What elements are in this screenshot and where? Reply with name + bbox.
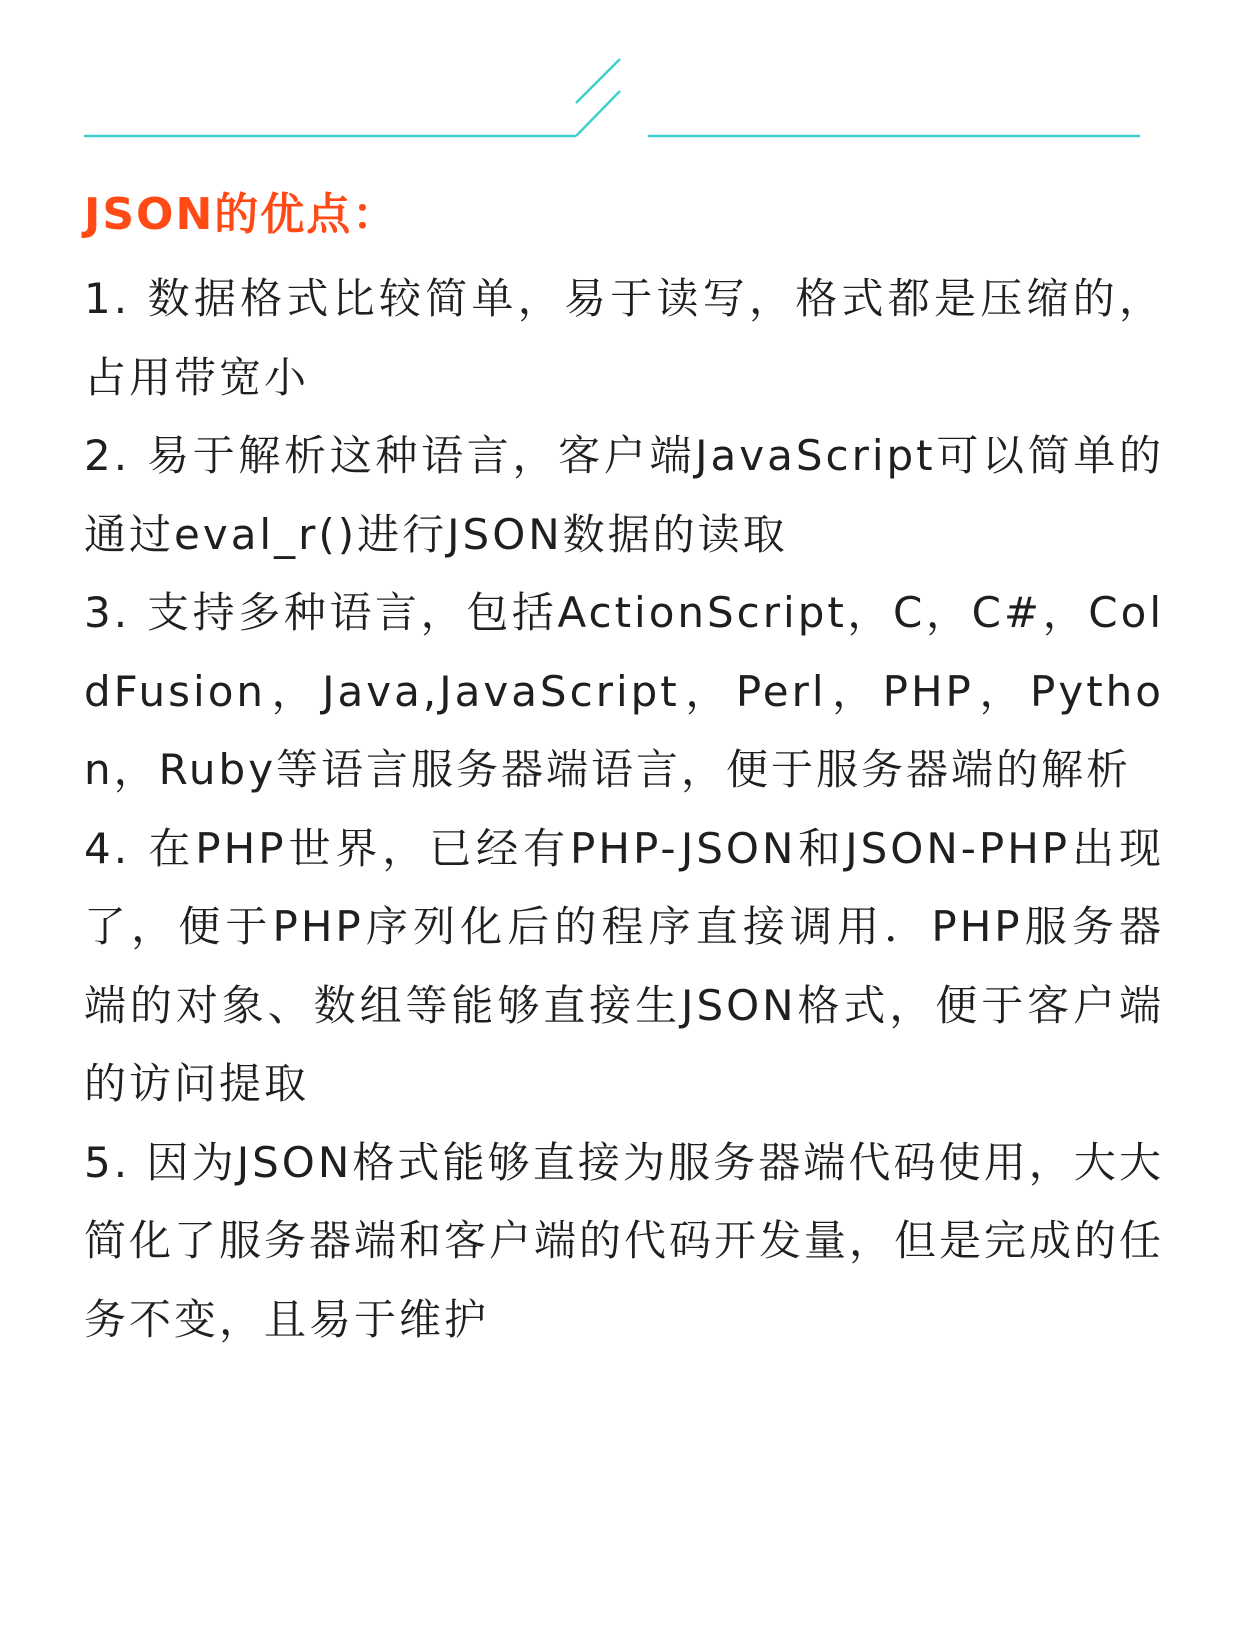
point-1: 1. 数据格式比较简单，易于读写，格式都是压缩的，占用带宽小 <box>84 274 1164 402</box>
section-heading: JSON的优点： <box>84 189 399 240</box>
point-2: 2. 易于解析这种语言，客户端JavaScript可以简单的通过eval_r()进行JSON数据的读取 <box>84 431 1164 559</box>
point-4: 4. 在PHP世界，已经有PHP-JSON和JSON-PHP出现了，便于PHP序列化后的程序直接调用．PHP服务器端的对象、数组等能够直接生JSON格式，便于客户端的访问提取 <box>84 823 1164 1108</box>
header-decoration <box>0 0 1242 160</box>
article-content <box>84 190 1164 1359</box>
point-3: 3. 支持多种语言，包括ActionScript，C，C#，ColdFusion，Java,JavaScript，Perl，PHP，Python，Ruby等语言服务器端语言，便于服务器端的解析 <box>84 588 1164 794</box>
point-5: 5. 因为JSON格式能够直接为服务器端代码使用，大大简化了服务器端和客户端的代码开发量，但是完成的任务不变，且易于维护 <box>84 1137 1165 1344</box>
